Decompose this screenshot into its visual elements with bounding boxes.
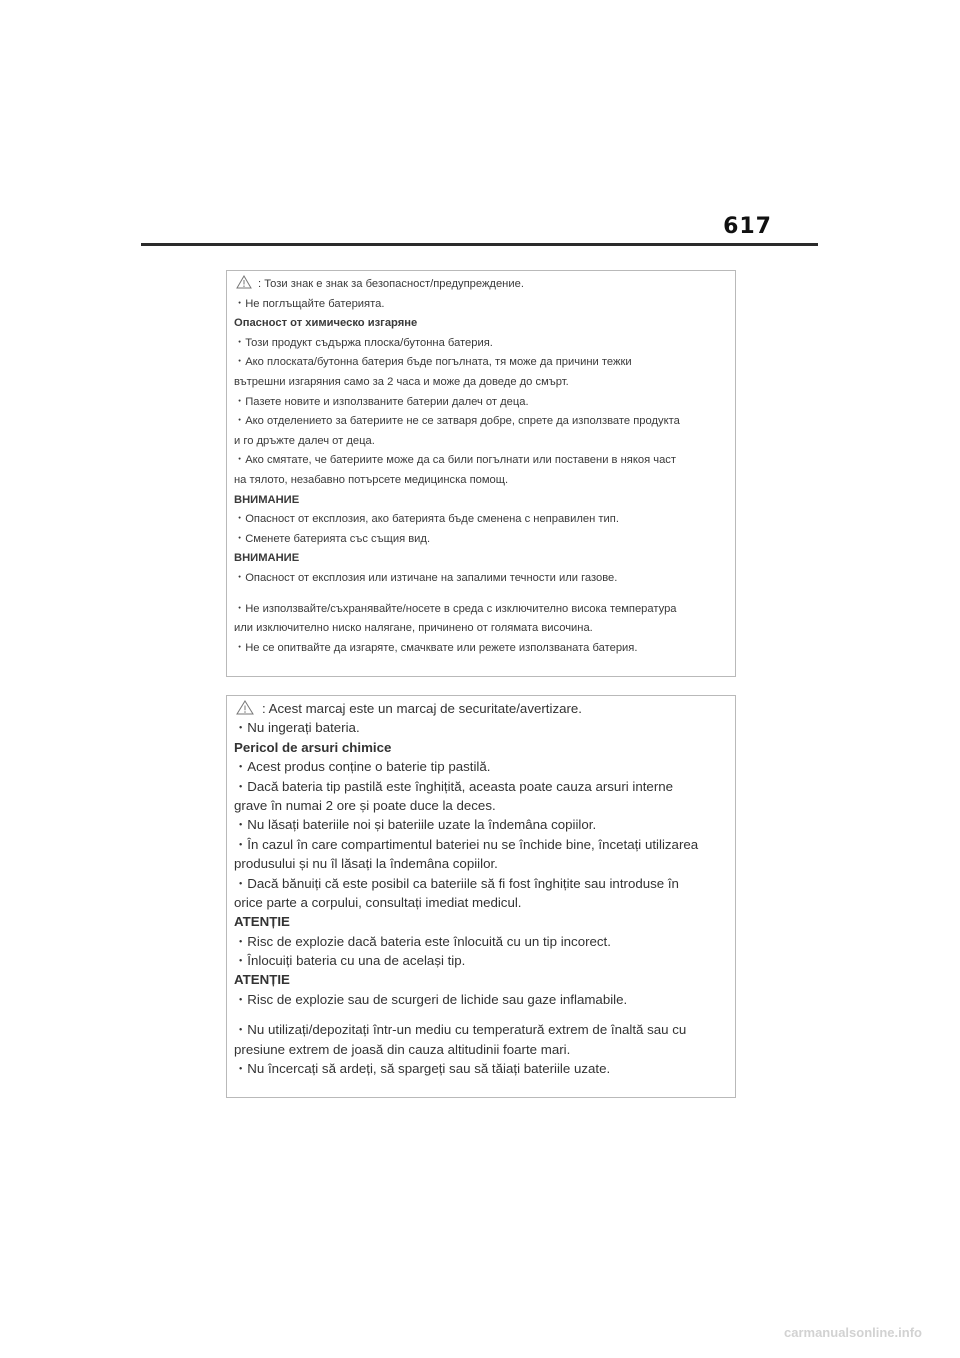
list-item-continuation: на тялото, незабавно потърсете медицинска помощ. — [234, 473, 509, 486]
section-heading: ATENȚIE — [234, 914, 290, 930]
page-number: 617 — [723, 214, 772, 239]
list-item: ・Ако отделението за батериите не се затваря добре, спрете да използвате продукта — [234, 415, 680, 428]
warning-triangle-icon — [236, 275, 252, 289]
list-item-continuation: grave în numai 2 ore și poate duce la deces. — [234, 797, 496, 813]
list-item: ・Сменете батерията със същия вид. — [234, 532, 431, 545]
list-item-continuation: presiune extrem de joasă din cauza altitudinii foarte mari. — [234, 1041, 571, 1057]
header-rule — [141, 243, 818, 246]
list-item-continuation: и го дръжте далеч от деца. — [234, 434, 375, 447]
list-item: ・Опасност от експлозия или изтичане на запалими течности или газове. — [234, 571, 618, 584]
list-item-continuation: produsului și nu îl lăsați la îndemâna copiilor. — [234, 856, 498, 872]
warning-triangle-icon — [236, 700, 254, 715]
list-item: ・Ако смятате, че батериите може да са били погълнати или поставени в някоя част — [234, 454, 677, 467]
warning-intro-line — [234, 699, 735, 718]
list-item: ・Risc de explozie sau de scurgeri de lichide sau gaze inflamabile. — [234, 991, 628, 1007]
list-item: ・În cazul în care compartimentul bateriei nu se închide bine, încetați utilizarea — [234, 836, 699, 852]
section-heading: ВНИМАНИЕ — [234, 552, 300, 565]
list-item: ・Dacă bateria tip pastilă este înghițită, aceasta poate cauza arsuri interne — [234, 778, 674, 794]
list-item-continuation: вътрешни изгаряния само за 2 часа и може да доведе до смърт. — [234, 375, 569, 388]
list-item: ・Не поглъщайте батерията. — [234, 297, 385, 310]
list-item: ・Ако плоската/бутонна батерия бъде погълната, тя може да причини тежки — [234, 356, 632, 369]
list-item: ・Не се опитвайте да изгаряте, смачквате или режете използваната батерия. — [234, 641, 638, 654]
list-item: ・Пазете новите и използваните батерии далеч от деца. — [234, 395, 529, 408]
section-heading: Pericol de arsuri chimice — [234, 739, 392, 755]
list-item: ・Не използвайте/съхранявайте/носете в среда с изключително висока температура — [234, 602, 677, 615]
warning-box-romanian — [226, 695, 736, 1098]
list-item: ・Nu lăsați bateriile noi și bateriile uzate la îndemâna copiilor. — [234, 817, 597, 833]
list-item: ・Nu utilizați/depozitați într-un mediu cu temperatură extrem de înaltă sau cu — [234, 1022, 687, 1038]
list-item: ・Acest produs conține o baterie tip pastilă. — [234, 759, 491, 775]
list-item: ・Risc de explozie dacă bateria este înlocuită cu un tip incorect. — [234, 933, 611, 949]
watermark: carmanualsonline.info — [784, 1325, 922, 1340]
warning-intro-text: : Този знак е знак за безопасност/предупреждение. — [258, 278, 524, 290]
section-heading: Опасност от химическо изгаряне — [234, 317, 418, 330]
section-heading: ATENȚIE — [234, 972, 290, 988]
spacer — [234, 1009, 735, 1020]
warning-intro-line — [234, 275, 735, 295]
list-item: ・Опасност от експлозия, ако батерията бъде сменена с неправилен тип. — [234, 513, 619, 526]
section-heading: ВНИМАНИЕ — [234, 493, 300, 506]
list-item: ・Nu încercați să ardeți, să spargeți sau să tăiați bateriile uzate. — [234, 1061, 611, 1077]
warning-intro-text: : Acest marcaj este un marcaj de securitate/avertizare. — [262, 701, 583, 716]
warning-box-bulgarian — [226, 270, 736, 677]
list-item: ・Dacă bănuiți că este posibil ca bateriile să fi fost înghițite sau introduse în — [234, 875, 679, 891]
list-item: ・Înlocuiți bateria cu una de același tip. — [234, 953, 466, 969]
list-item-continuation: или изключително ниско налягане, причинено от голямата височина. — [234, 622, 593, 635]
list-item: ・Този продукт съдържа плоска/бутонна батерия. — [234, 336, 493, 349]
list-item-continuation: orice parte a corpului, consultați imediat medicul. — [234, 894, 522, 910]
spacer — [234, 589, 735, 600]
list-item: ・Nu ingerați bateria. — [234, 720, 360, 736]
